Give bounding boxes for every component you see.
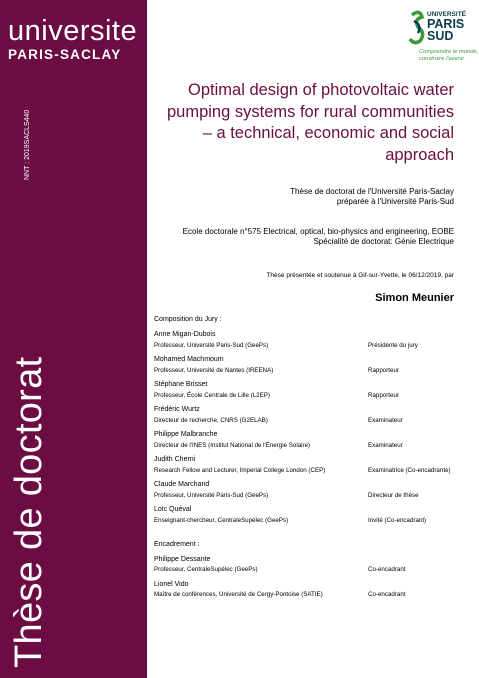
- jury-member-affiliation: Professeur, Université Paris-Sud (GeePs): [154, 342, 269, 349]
- university-logo: [8, 16, 137, 62]
- jury-member-name: Frédéric Wurtz: [154, 406, 200, 413]
- partner-logo-line1: UNIVERSITÉ: [427, 11, 467, 18]
- jury-member-role: Examinateur: [368, 442, 403, 449]
- jury-member-affiliation: Professeur, Université de Nantes (IREENA): [154, 367, 274, 374]
- thesis-line-1: Thèse de doctorat de l'Université Paris-Saclay: [290, 187, 454, 196]
- partner-logo-tagline1: Comprendre le monde,: [419, 49, 479, 55]
- logo-sub-text: PARIS-SACLAY: [8, 47, 122, 62]
- defense-line: Thèse présentée et soutenue à Gif-sur-Yvette, le 06/12/2019, par: [266, 272, 454, 279]
- jury-member-name: Judith Cherni: [154, 456, 196, 463]
- thesis-line-2: préparée à l'Université Paris-Sud: [336, 197, 454, 206]
- supervisor-role: Co-encadrant: [368, 591, 406, 598]
- jury-member-affiliation: Professeur, Université Paris-Sud (GeePs): [154, 492, 269, 499]
- sidebar-band: [0, 0, 147, 678]
- sidebar-thesis-title: Thèse de doctorat: [8, 356, 50, 668]
- jury-member-name: Anne Migan-Dubois: [154, 331, 216, 338]
- jury-member-name: Mohamed Machmoum: [154, 356, 224, 363]
- jury-member-affiliation: Professeur, École Centrale de Lille (L2EP): [154, 392, 270, 399]
- jury-member-affiliation: Directeur de recherche, CNRS (G2ELAB): [154, 417, 268, 424]
- school-line-2: Spécialité de doctorat: Génie Electrique: [313, 237, 454, 246]
- school-line-1: Ecole doctorale n°575 Electrical, optical, bio-physics and engineering, EOBE: [182, 227, 454, 236]
- jury-member-role: Présidente du jury: [368, 342, 418, 349]
- jury-member-role: Examinateur: [368, 417, 403, 424]
- jury-member-affiliation: Directeur de l'INES (Institut National de l'Énergie Solaire): [154, 442, 311, 449]
- supervisor-name: Philippe Dessante: [154, 556, 211, 563]
- jury-member-affiliation: Research Fellow and Lecturer, Imperial College London (CEP): [154, 467, 326, 474]
- jury-member-name: Philippe Malbranche: [154, 431, 218, 438]
- jury-heading: Composition du Jury :: [154, 316, 222, 323]
- jury-member-affiliation: Enseignant-chercheur, CentraleSupélec (GeePs): [154, 517, 289, 524]
- supervision-heading: Encadrement :: [154, 541, 200, 548]
- nnt-number: NNT : 2019SACLS440: [24, 109, 31, 180]
- supervisor-affiliation: Maître de conférences, Université de Cergy-Pontoise (SATIE): [154, 591, 323, 598]
- supervisor-role: Co-encadrant: [368, 566, 406, 573]
- jury-member-role: Invité (Co-encadrant): [368, 517, 427, 524]
- thesis-title: Optimal design of photovoltaic water pumping systems for rural communities – a technical, economic and social approach: [166, 81, 454, 164]
- jury-member-role: Examinatrice (Co-encadrante): [368, 467, 451, 474]
- supervisor-name: Lionel Vido: [154, 581, 189, 588]
- jury-member-name: Stéphane Brisset: [154, 381, 208, 388]
- jury-member-name: Claude Marchand: [154, 481, 210, 488]
- supervisor-affiliation: Professeur, CentraleSupélec (GeePs): [154, 566, 258, 573]
- partner-logo-line3: SUD: [427, 29, 454, 43]
- jury-member-role: Rapporteur: [368, 392, 399, 399]
- jury-member-role: Directeur de thèse: [368, 492, 419, 499]
- logo-main-text: universite: [8, 15, 138, 47]
- jury-member-role: Rapporteur: [368, 367, 399, 374]
- author-name: Simon Meunier: [375, 292, 454, 304]
- partner-logo-tagline2: construire l'avenir: [419, 56, 465, 62]
- jury-member-name: Loïc Quéval: [154, 506, 192, 513]
- partner-logo-line2: PARIS: [427, 17, 465, 31]
